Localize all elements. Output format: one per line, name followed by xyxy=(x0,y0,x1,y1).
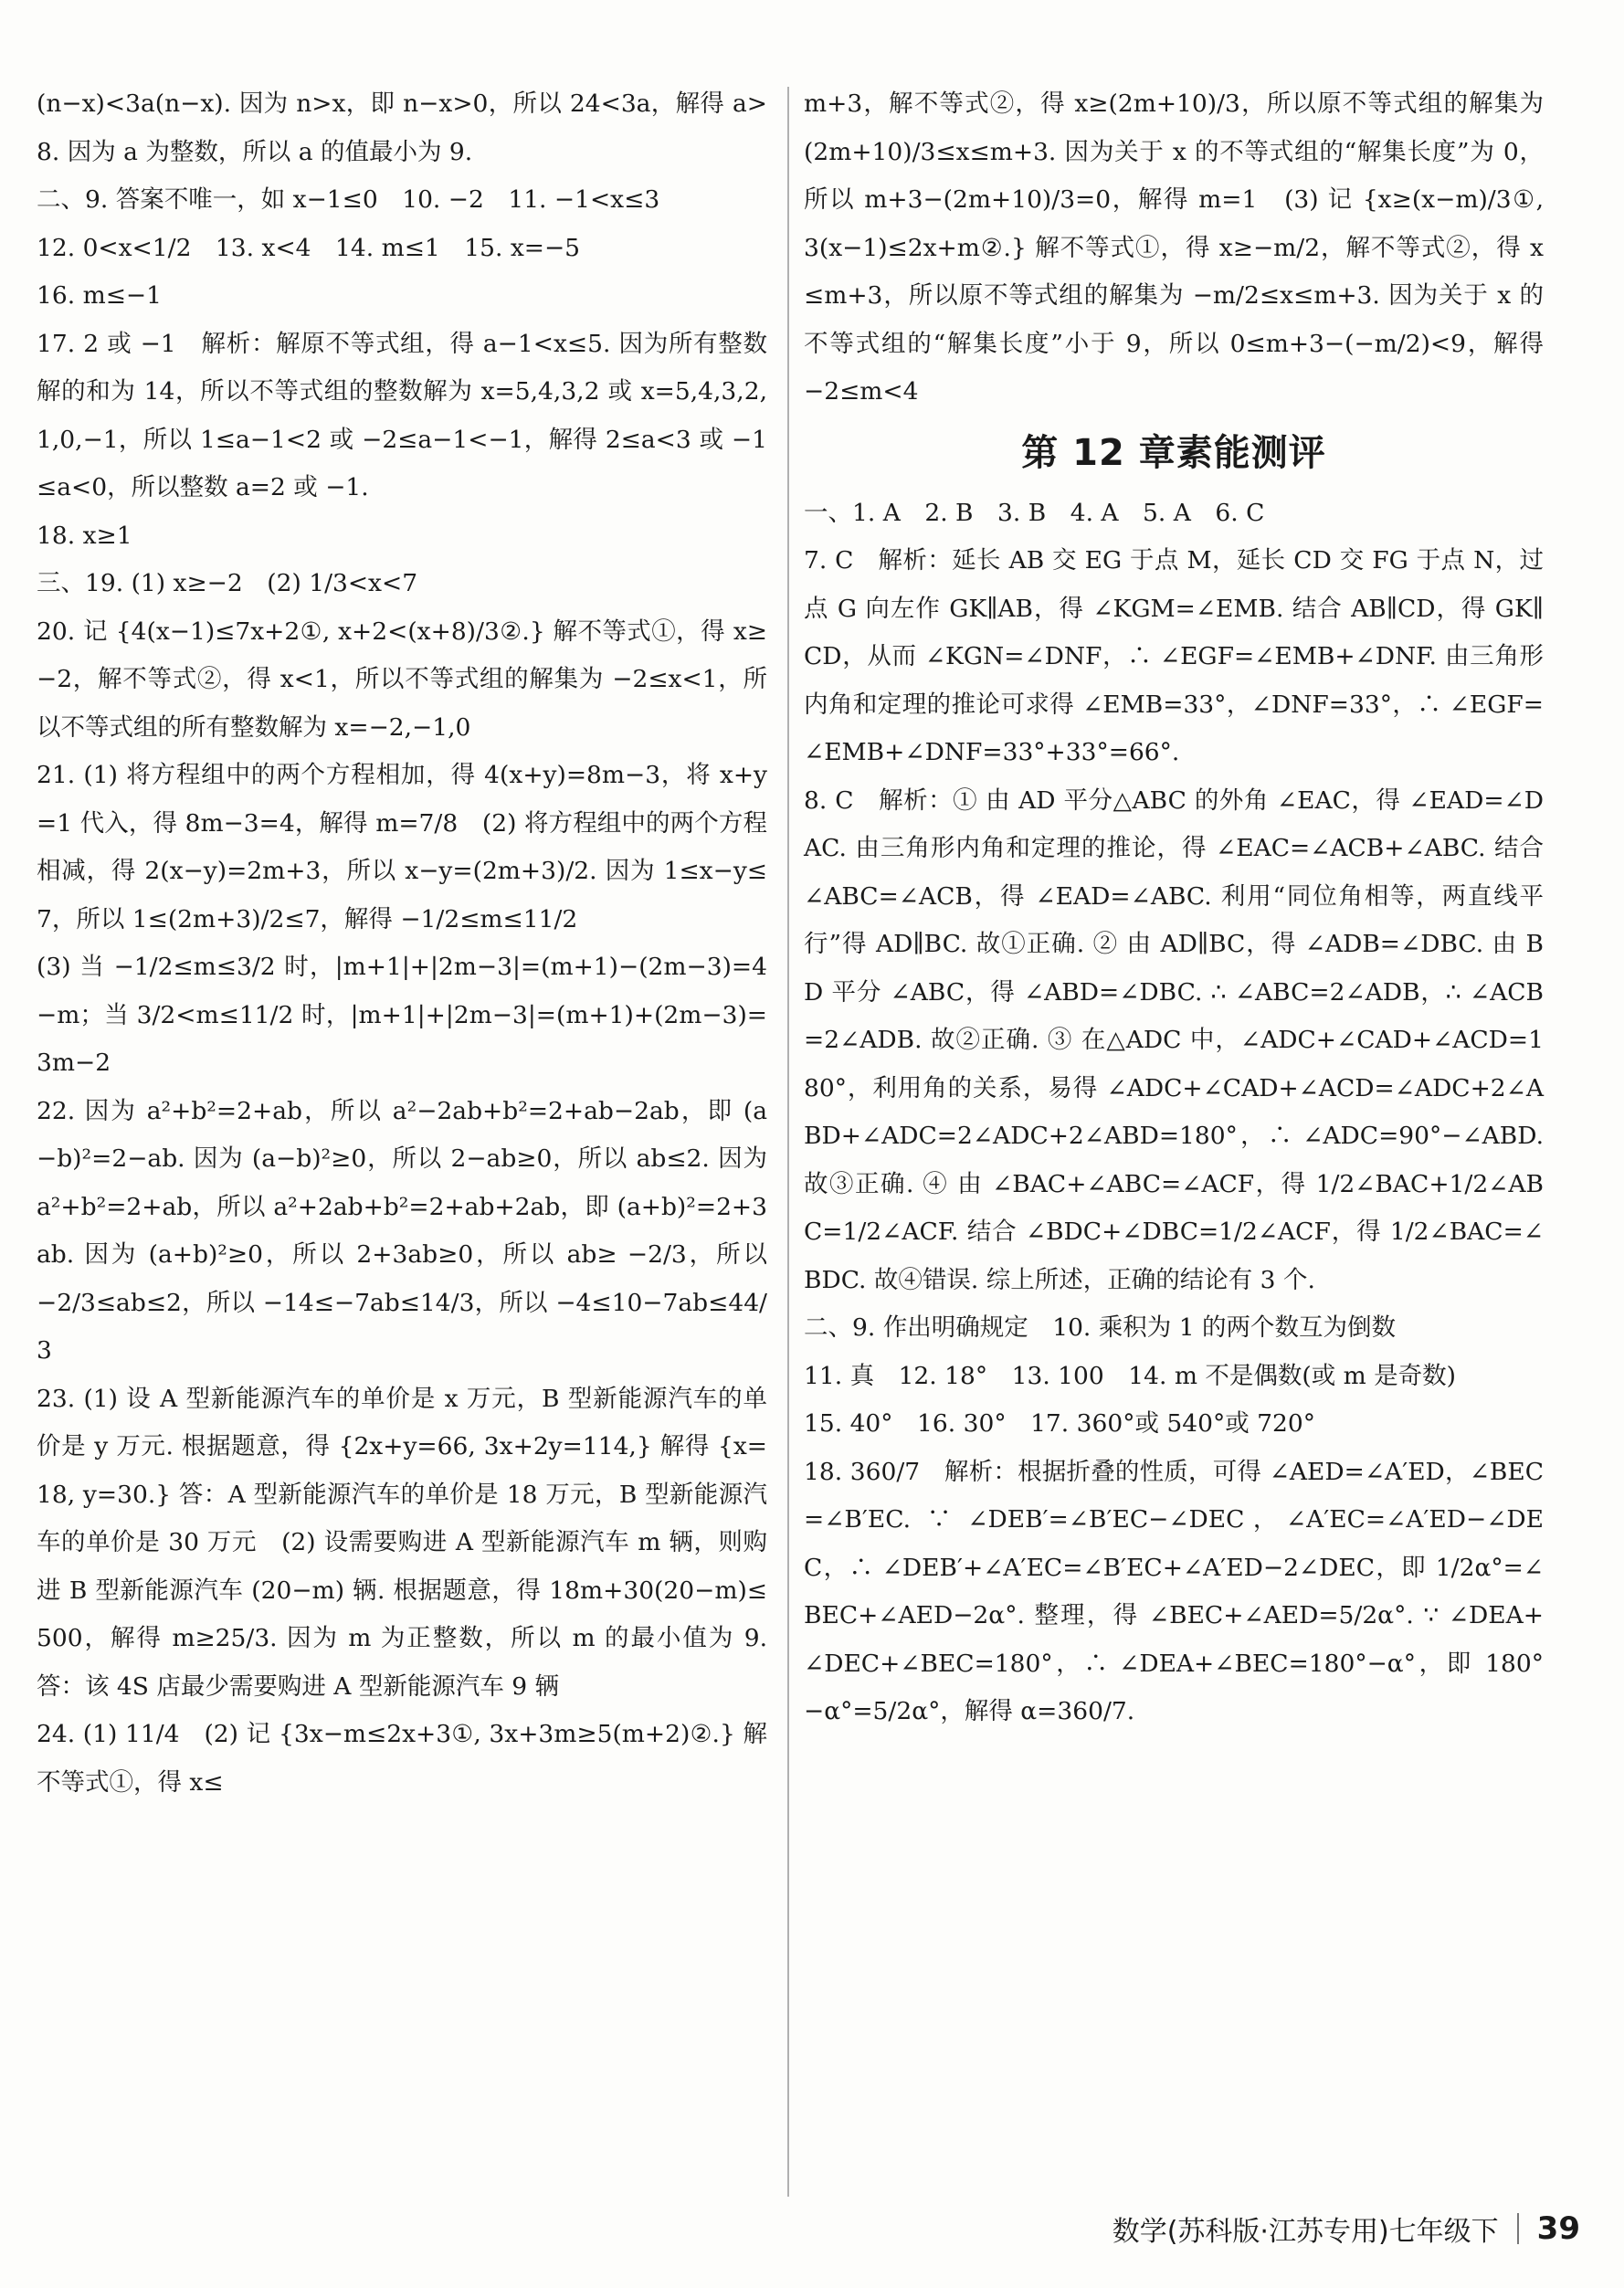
right-column-top xyxy=(804,80,1544,416)
answer-paragraph: 23. (1) 设 A 型新能源汽车的单价是 x 万元，B 型新能源汽车的单价是 y 万元. 根据题意，得 {2x+y=66, 3x+2y=114,} 解得 {x=18, y=30.} 答：A 型新能源汽车的单价是 18 万元，B 型新能源汽车的单价是 30 万元 (2) 设需要购进 A 型新能源汽车 m 辆，则购进 B 型新能源汽车 (20−m) 辆. 根据题意，得 18m+30(20−m)≤500，解得 m≥25/3. 因为 m 为正整数，所以 m 的最小值为 9. 答：该 4S 店最少需要购进 A 型新能源汽车 9 辆 xyxy=(37,1384,767,1701)
answer-paragraph: m+3，解不等式②，得 x≥(2m+10)/3，所以原不等式组的解集为 (2m+10)/3≤x≤m+3. 因为关于 x 的不等式组的“解集长度”为 0，所以 m+3−(2m+10)/3=0，解得 m=1 (3) 记 {x≥(x−m)/3①, 3(x−1)≤2x+m②.} 解不等式①，得 x≥−m/2，解不等式②，得 x≤m+3，所以原不等式组的解集为 −m/2≤x≤m+3. 因为关于 x 的不等式组的“解集长度”小于 9，所以 0≤m+3−(−m/2)<9，解得 −2≤m<4 xyxy=(804,90,1544,406)
page-number: 39 xyxy=(1536,2210,1580,2247)
answer-paragraph: 24. (1) 11/4 (2) 记 {3x−m≤2x+3①, 3x+3m≥5(m+2)②.} 解不等式①，得 x≤ xyxy=(37,1720,767,1797)
answer-paragraph: (n−x)<3a(n−x). 因为 n>x，即 n−x>0，所以 24<3a，解得 a>8. 因为 a 为整数，所以 a 的值最小为 9. xyxy=(37,90,767,166)
answer-paragraph: 18. x≥1 xyxy=(37,521,132,550)
right-column xyxy=(804,80,1544,1736)
answer-paragraph: 20. 记 {4(x−1)≤7x+2①, x+2<(x+8)/3②.} 解不等式①，得 x≥−2，解不等式②，得 x<1，所以不等式组的解集为 −2≤x<1，所以不等式组的所有整数解为 x=−2,−1,0 xyxy=(37,617,767,742)
column-divider xyxy=(787,87,789,2197)
answer-paragraph: 18. 360/7 解析：根据折叠的性质，可得 ∠AED=∠A′ED，∠BEC=∠B′EC. ∵ ∠DEB′=∠B′EC−∠DEC，∠A′EC=∠A′ED−∠DEC，∴ ∠DEB′+∠A′EC=∠B′EC+∠A′ED−2∠DEC，即 1/2α°=∠BEC+∠AED−2α°. 整理，得 ∠BEC+∠AED=5/2α°. ∵ ∠DEA+∠DEC+∠BEC=180°，∴ ∠DEA+∠BEC=180°−α°，即 180°−α°=5/2α°，解得 α=360/7. xyxy=(804,1457,1544,1725)
answer-paragraph: 22. 因为 a²+b²=2+ab，所以 a²−2ab+b²=2+ab−2ab，即 (a−b)²=2−ab. 因为 (a−b)²≥0，所以 2−ab≥0，所以 ab≤2. 因为 a²+b²=2+ab，所以 a²+2ab+b²=2+ab+2ab，即 (a+b)²=2+3ab. 因为 (a+b)²≥0，所以 2+3ab≥0，所以 ab≥ −2/3，所以 −2/3≤ab≤2，所以 −14≤−7ab≤14/3，所以 −4≤10−7ab≤44/3 xyxy=(37,1096,767,1365)
answer-paragraph: 11. 真 12. 18° 13. 100 14. m 不是偶数(或 m 是奇数) xyxy=(804,1361,1457,1390)
chapter-title: 第 12 章素能测评 xyxy=(1021,431,1326,474)
footer-separator xyxy=(1517,2213,1519,2244)
page-footer xyxy=(1113,2209,1580,2249)
answer-paragraph: 二、9. 作出明确规定 10. 乘积为 1 的两个数互为倒数 xyxy=(804,1313,1396,1342)
answer-paragraph: 7. C 解析：延长 AB 交 EG 于点 M，延长 CD 交 FG 于点 N，过点 G 向左作 GK∥AB，得 ∠KGM=∠EMB. 结合 AB∥CD，得 GK∥CD，从而 ∠KGN=∠DNF，∴ ∠EGF=∠EMB+∠DNF. 由三角形内角和定理的推论可求得 ∠EMB=33°，∠DNF=33°，∴ ∠EGF=∠EMB+∠DNF=33°+33°=66°. xyxy=(804,546,1544,766)
answer-paragraph: (3) 当 −1/2≤m≤3/2 时，|m+1|+|2m−3|=(m+1)−(2m−3)=4−m；当 3/2<m≤11/2 时，|m+1|+|2m−3|=(m+1)+(2m−3)=3m−2 xyxy=(37,953,767,1077)
answer-paragraph: 一、1. A 2. B 3. B 4. A 5. A 6. C xyxy=(804,498,1265,527)
answer-paragraph: 12. 0<x<1/2 13. x<4 14. m≤1 15. x=−5 xyxy=(37,233,581,262)
left-column xyxy=(37,80,767,1807)
right-column-bottom xyxy=(804,490,1544,1736)
answer-paragraph: 16. m≤−1 xyxy=(37,281,162,310)
answer-paragraph: 17. 2 或 −1 解析：解原不等式组，得 a−1<x≤5. 因为所有整数解的和为 14，所以不等式组的整数解为 x=5,4,3,2 或 x=5,4,3,2,1,0,−1，所以 1≤a−1<2 或 −2≤a−1<−1，解得 2≤a<3 或 −1≤a<0，所以整数 a=2 或 −1. xyxy=(37,329,767,501)
answer-paragraph: 15. 40° 16. 30° 17. 360°或 540°或 720° xyxy=(804,1409,1315,1438)
answer-paragraph: 二、9. 答案不唯一，如 x−1≤0 10. −2 11. −1<x≤3 xyxy=(37,185,660,214)
footer-subject: 数学(苏科版·江苏专用)七年级下 xyxy=(1112,2216,1499,2248)
answer-paragraph: 8. C 解析：① 由 AD 平分△ABC 的外角 ∠EAC，得 ∠EAD=∠DAC. 由三角形内角和定理的推论，得 ∠EAC=∠ACB+∠ABC. 结合 ∠ABC=∠ACB，得 ∠EAD=∠ABC. 利用“同位角相等，两直线平行”得 AD∥BC. 故①正确. ② 由 AD∥BC，得 ∠ADB=∠DBC. 由 BD 平分 ∠ABC，得 ∠ABD=∠DBC. ∴ ∠ABC=2∠ADB，∴ ∠ACB=2∠ADB. 故②正确. ③ 在△ADC 中，∠ADC+∠CAD+∠ACD=180°，利用角的关系，易得 ∠ADC+∠CAD+∠ACD=∠ADC+2∠ABD+∠ADC=2∠ADC+2∠ABD=180°，∴ ∠ADC=90°−∠ABD. 故③正确. ④ 由 ∠BAC+∠ABC=∠ACF，得 1/2∠BAC+1/2∠ABC=1/2∠ACF. 结合 ∠BDC+∠DBC=1/2∠ACF，得 1/2∠BAC=∠BDC. 故④错误. 综上所述，正确的结论有 3 个. xyxy=(804,786,1544,1294)
answer-paragraph: 21. (1) 将方程组中的两个方程相加，得 4(x+y)=8m−3，将 x+y=1 代入，得 8m−3=4，解得 m=7/8 (2) 将方程组中的两个方程相减，得 2(x−y)=2m+3，所以 x−y=(2m+3)/2. 因为 1≤x−y≤7，所以 1≤(2m+3)/2≤7，解得 −1/2≤m≤11/2 xyxy=(37,761,767,933)
answer-paragraph: 三、19. (1) x≥−2 (2) 1/3<x<7 xyxy=(37,569,418,597)
